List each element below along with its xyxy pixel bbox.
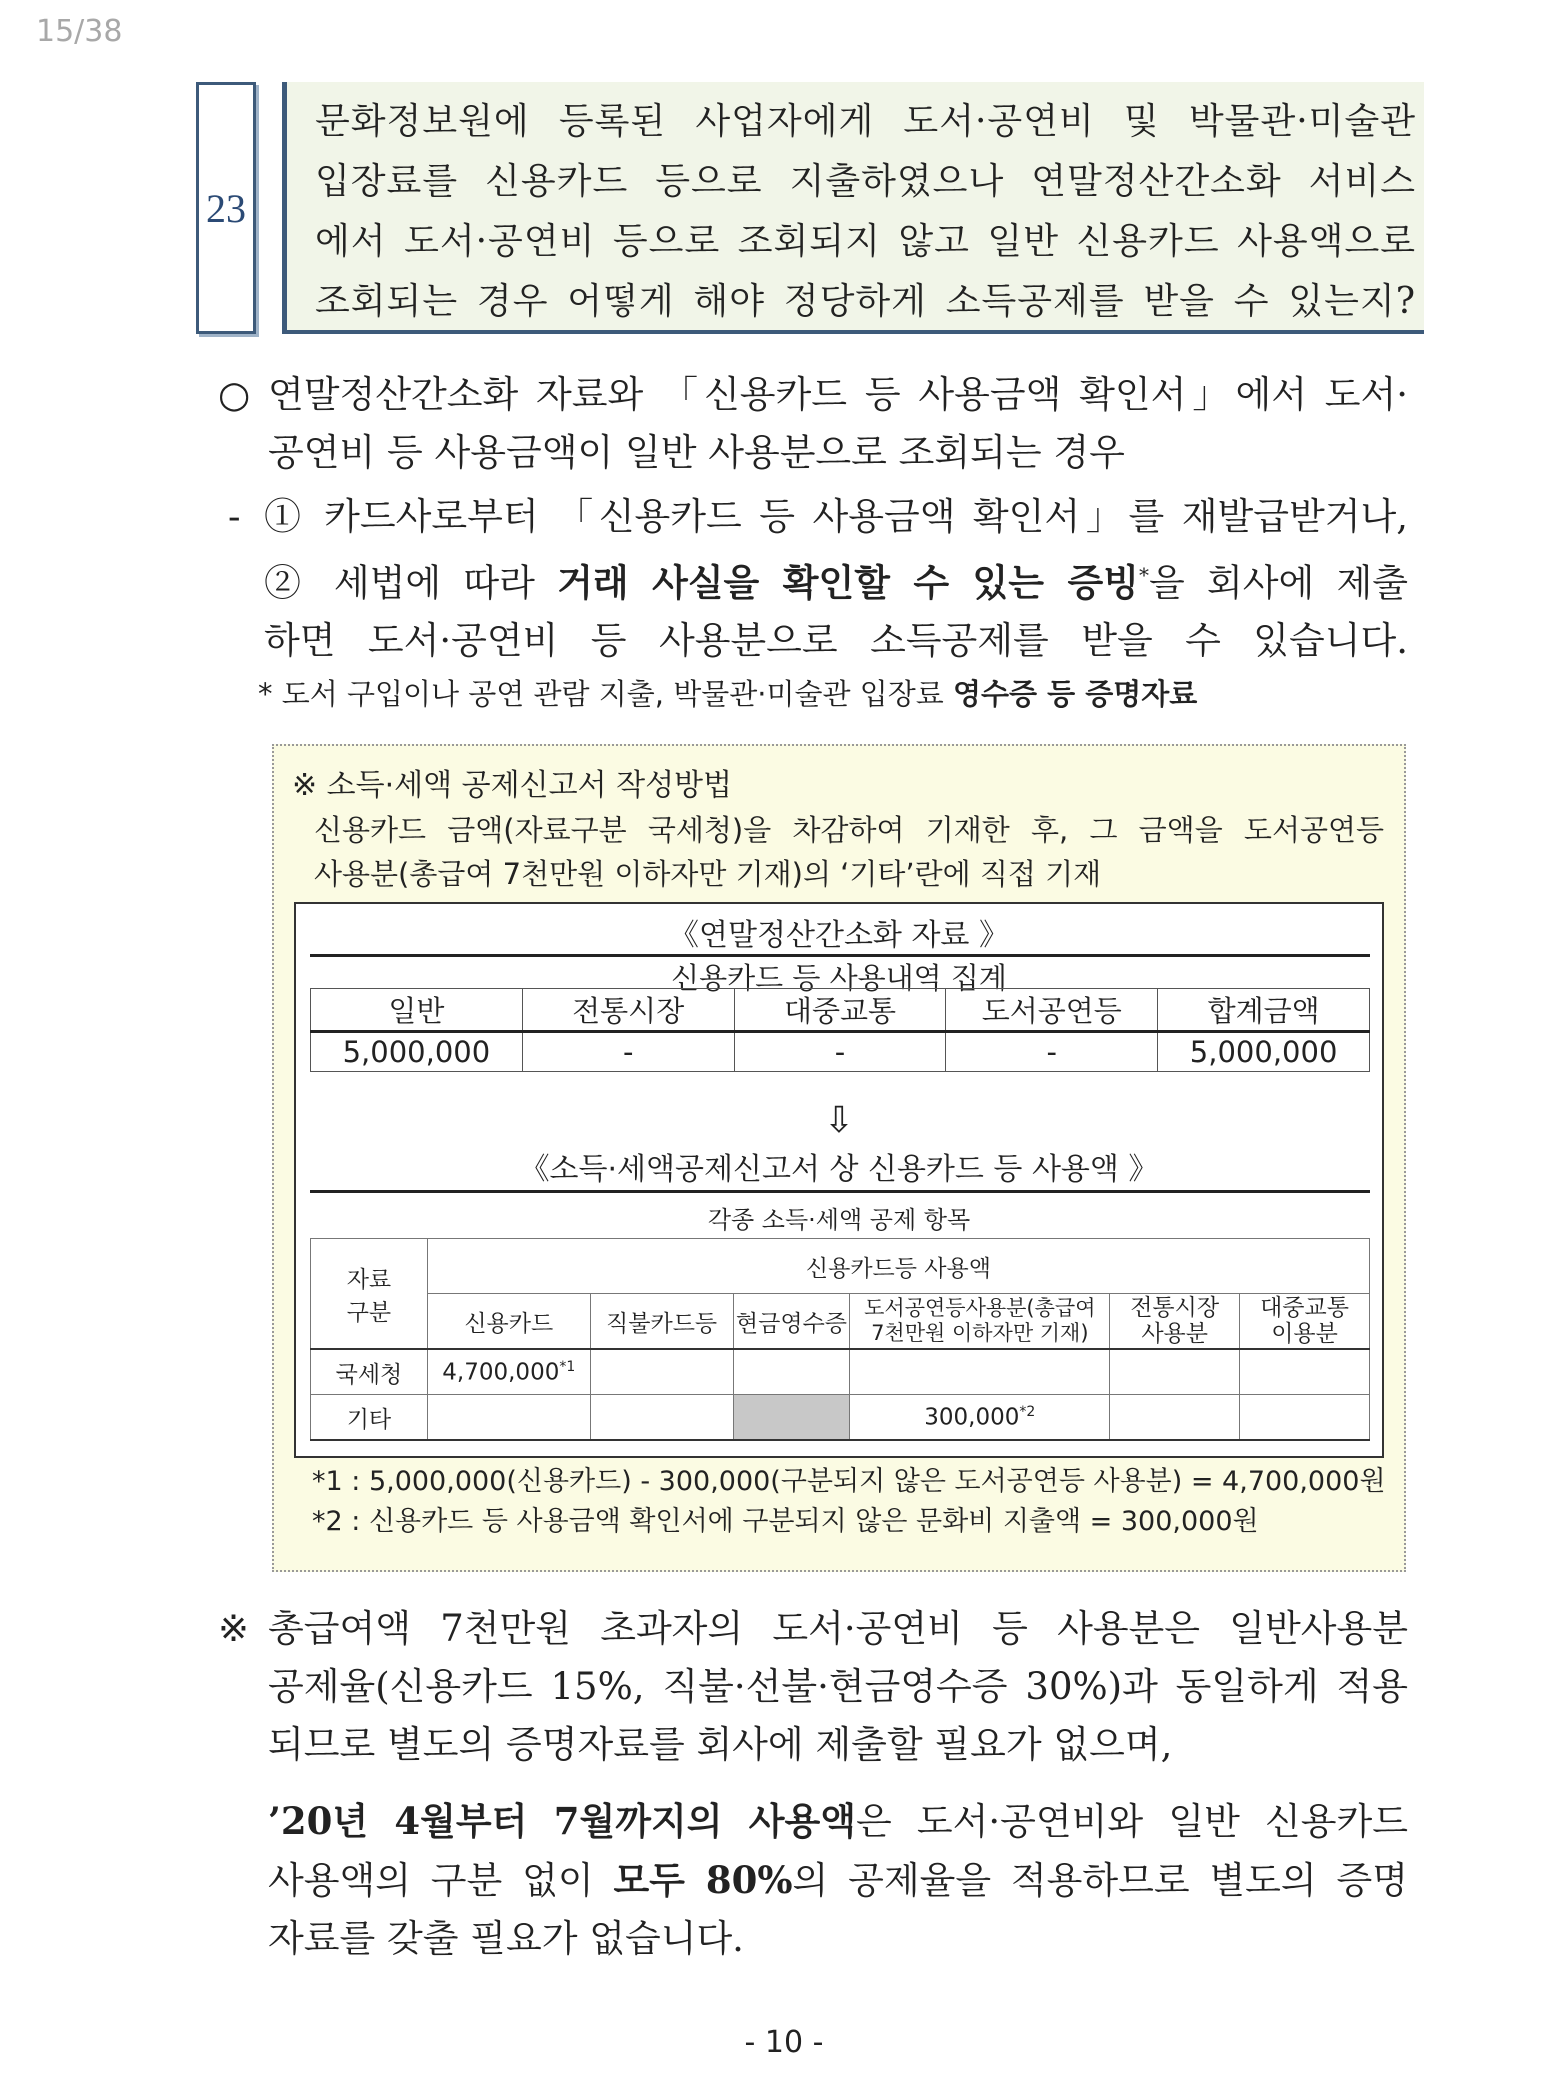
table-header-row: [311, 1239, 1370, 1294]
page-indicator: 15/38: [36, 14, 123, 49]
extra-line: 총급여액 7천만원 초과자의 도서·공연비 등 사용분은 일반사용분: [268, 1607, 1408, 1650]
table-header-cell: 전통시장: [522, 989, 734, 1032]
footnote-marker: *: [1138, 563, 1149, 587]
answer-paragraph: [268, 366, 1408, 482]
table-cell: -: [946, 1032, 1158, 1072]
note-marker: *2: [1019, 1403, 1036, 1420]
question-line: 문화정보원에 등록된 사업자에게 도서·공연비 및 박물관·미술관: [315, 101, 1416, 142]
note-marker: *1: [559, 1358, 576, 1375]
answer-line-text: ② 세법에 따라: [264, 561, 558, 605]
table-header-cell: 일반: [311, 989, 523, 1032]
divider: [310, 1190, 1370, 1193]
table-header-cell: 신용카드: [427, 1294, 590, 1350]
table-row: [311, 1395, 1370, 1441]
table-cell: [1110, 1395, 1240, 1441]
answer-subparagraph: [264, 488, 1408, 670]
answer-line: 연말정산간소화 자료와 「신용카드 등 사용금액 확인서」에서 도서·: [268, 373, 1408, 416]
extra-line-text: 의 공제율을 적용하므로 별도의 증명: [792, 1859, 1408, 1902]
table-header-row: [311, 989, 1370, 1032]
answer-line: ① 카드사로부터 「신용카드 등 사용금액 확인서」를 재발급받거나,: [264, 495, 1408, 538]
extra-line-text: 사용액의 구분 없이: [268, 1859, 614, 1902]
table-header-cell: 자료 구분: [311, 1239, 428, 1350]
answer-dash: -: [228, 495, 241, 538]
table-cell: [590, 1395, 733, 1441]
extra-line: [268, 1792, 1408, 1851]
row-label: 국세청: [311, 1349, 428, 1395]
table-header-row: [311, 1294, 1370, 1350]
table-notes: [312, 1462, 1386, 1542]
question-line: 입장료를 신용카드 등으로 지출하였으나 연말정산간소화 서비스: [315, 161, 1416, 202]
footnote-emphasis: 영수증 등 증명자료: [952, 677, 1198, 711]
row-label: 기타: [311, 1395, 428, 1441]
cell-value: 300,000: [924, 1404, 1020, 1431]
table2-title: 《소득·세액공제신고서 상 신용카드 등 사용액 》: [519, 1152, 1159, 1187]
question-line: 에서 도서·공연비 등으로 조회되지 않고 일반 신용카드 사용액으로: [315, 221, 1416, 262]
method-description: [314, 808, 1384, 896]
table-header-cell: 대중교통 이용분: [1240, 1294, 1370, 1350]
method-desc-line: 사용분(총급여 7천만원 이하자만 기재)의 ‘기타’란에 직접 기재: [314, 857, 1102, 891]
extra-paragraph-2: [268, 1792, 1408, 1968]
table-cell: -: [522, 1032, 734, 1072]
table-header-cell: 도서공연등사용분(총급여 7천만원 이하자만 기재): [850, 1294, 1110, 1350]
table-note: *1 : 5,000,000(신용카드) - 300,000(구분되지 않은 도서공연등 사용분) = 4,700,000원: [312, 1466, 1386, 1497]
extra-line: [268, 1851, 1408, 1910]
table-header-cell: 전통시장 사용분: [1110, 1294, 1240, 1350]
table-cell: -: [734, 1032, 946, 1072]
table-cell: 5,000,000: [1158, 1032, 1370, 1072]
extra-emphasis: ’20년 4월부터 7월까지의 사용액: [268, 1799, 856, 1843]
answer-line-text: 을 회사에 제출: [1148, 561, 1408, 605]
deduction-table: [310, 1238, 1370, 1441]
table-cell: [427, 1395, 590, 1441]
table1-subtitle: 신용카드 등 사용내역 집계: [671, 961, 1007, 995]
table-row: [311, 1032, 1370, 1072]
table-header-cell: 현금영수증: [733, 1294, 850, 1350]
table2-top-header: 각종 소득·세액 공제 항목: [707, 1206, 971, 1234]
footnote: [258, 672, 1408, 713]
question-line: 조회되는 경우 어떻게 해야 정당하게 소득공제를 받을 수 있는지?: [315, 281, 1416, 322]
answer-line: 공연비 등 사용금액이 일반 사용분으로 조회되는 경우: [268, 431, 1125, 474]
table-header-cell: 합계금액: [1158, 989, 1370, 1032]
extra-line: 되므로 별도의 증명자료를 회사에 제출할 필요가 없으며,: [268, 1723, 1173, 1766]
table-cell: [1110, 1349, 1240, 1395]
table-cell-shaded: [733, 1395, 850, 1441]
table-cell: [1240, 1349, 1370, 1395]
answer-line: 하면 도서·공연비 등 사용분으로 소득공제를 받을 수 있습니다.: [264, 619, 1408, 663]
table-cell: [1240, 1395, 1370, 1441]
example-panel: [294, 902, 1384, 1458]
question-number: 23: [196, 82, 256, 334]
table1-title: 《연말정산간소화 자료 》: [669, 918, 1009, 953]
table-cell: [850, 1349, 1110, 1395]
method-desc-line: 신용카드 금액(자료구분 국세청)을 차감하여 기재한 후, 그 금액을 도서공연등: [314, 813, 1384, 847]
question-box: [282, 82, 1424, 334]
table-header-cell: 직불카드등: [590, 1294, 733, 1350]
reference-mark: ※: [218, 1607, 250, 1650]
table-cell: [427, 1349, 590, 1395]
extra-line: 자료를 갖출 필요가 없습니다.: [268, 1917, 744, 1960]
table-cell: 5,000,000: [311, 1032, 523, 1072]
table-header-cell: 대중교통: [734, 989, 946, 1032]
table-cell: [850, 1395, 1110, 1441]
table-header-cell: 도서공연등: [946, 989, 1158, 1032]
answer-line: [264, 546, 1408, 612]
table-note: *2 : 신용카드 등 사용금액 확인서에 구분되지 않은 문화비 지출액 = 300,000원: [312, 1506, 1259, 1537]
method-title: ※ 소득·세액 공제신고서 작성방법: [292, 768, 733, 803]
table-header-cell: 신용카드등 사용액: [427, 1239, 1369, 1294]
footnote-text: * 도서 구입이나 공연 관람 지출, 박물관·미술관 입장료: [258, 677, 953, 711]
extra-line-text: 은 도서·공연비와 일반 신용카드: [855, 1800, 1408, 1843]
extra-line: 공제율(신용카드 15%, 직불·선불·현금영수증 30%)과 동일하게 적용: [268, 1665, 1408, 1708]
answer-emphasis: 거래 사실을 확인할 수 있는 증빙: [557, 560, 1139, 605]
page-number: - 10 -: [744, 2025, 824, 2060]
table-cell: [733, 1349, 850, 1395]
answer-bullet: ○: [218, 373, 251, 416]
down-arrow-icon: ⇩: [823, 1100, 855, 1141]
summary-table: [310, 988, 1370, 1072]
table-cell: [590, 1349, 733, 1395]
extra-paragraph: [268, 1600, 1408, 1774]
cell-value: 4,700,000: [442, 1359, 560, 1386]
table-row: [311, 1349, 1370, 1395]
method-box: [272, 744, 1406, 1572]
extra-emphasis: 모두 80%: [613, 1858, 793, 1902]
